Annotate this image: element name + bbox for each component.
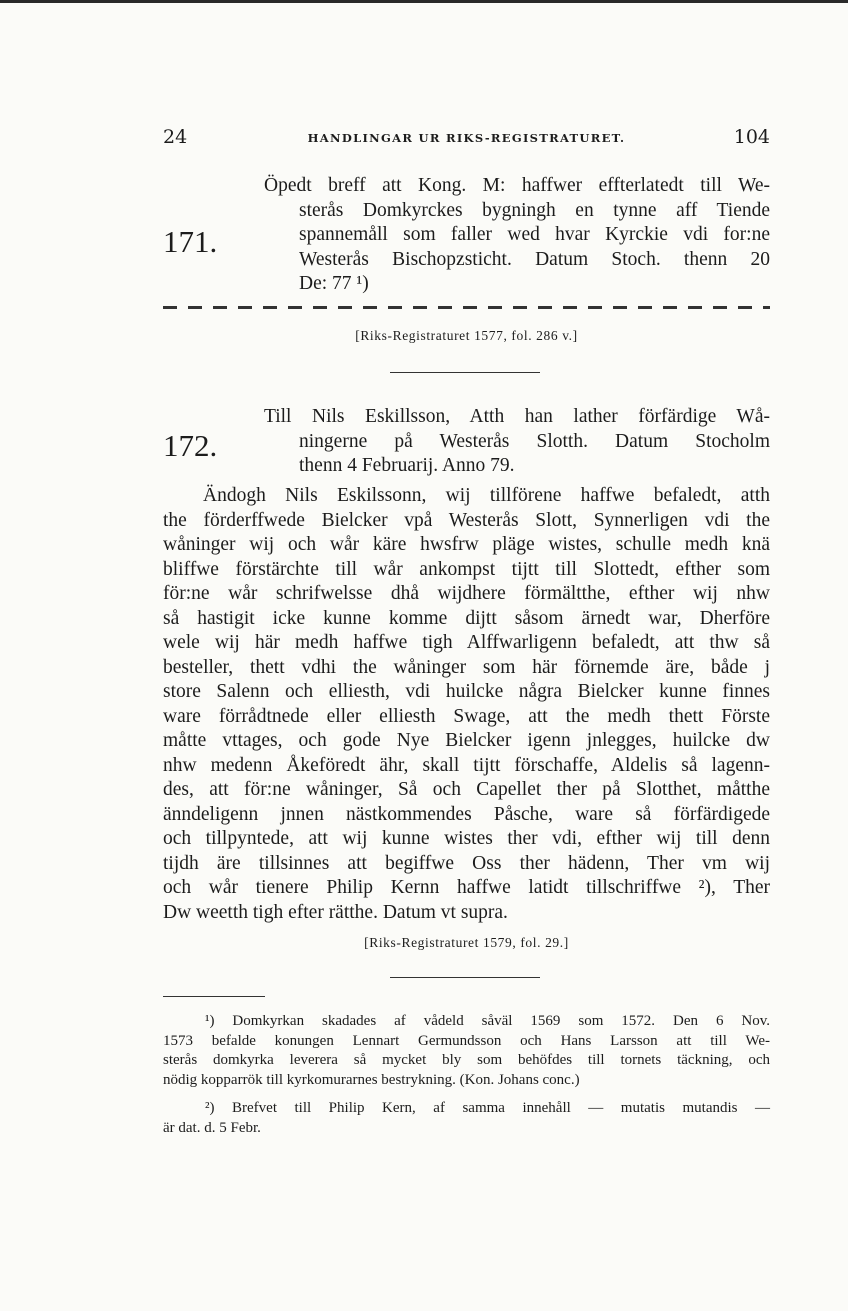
- heading-line: spannemåll som faller wed hvar Kyrckie vdi for:ne: [299, 224, 770, 245]
- body-line: ware förrådtnede eller elliesth Swage, att the medh thett Förste: [163, 705, 770, 727]
- body-line: store Salenn och elliesth, vdi huilcke några Bielcker kunne finnes: [163, 681, 770, 702]
- footnote-line: nödig kopparrök till kyrkomurarnes bestrykning. (Kon. Johans conc.): [163, 1071, 580, 1088]
- body-line: besteller, thett vdhi the wåninger som här förnemde äre, både j: [163, 656, 770, 678]
- body-line: för:ne wår schrifwelsse dhå wijdhere förmältthe, efther wij nhw: [163, 583, 770, 604]
- footnote-line: ²) Brefvet till Philip Kern, af samma innehåll — mutatis mutandis —: [205, 1100, 770, 1116]
- entry-171-heading: [264, 174, 770, 297]
- page-number-left: 24: [163, 126, 188, 148]
- heading-line: Öpedt breff att Kong. M: haffwer effterlatedt till We-: [264, 175, 770, 196]
- body-line: Ändogh Nils Eskilssonn, wij tillförene haffwe befaledt, atth: [203, 485, 770, 506]
- body-line: så hastigit icke kunne komme dijtt såsom ärnedt war, Dherföre: [163, 607, 770, 629]
- footnote-rule: [163, 996, 265, 997]
- heading-line: Westerås Bischopzsticht. Datum Stoch. thenn 20: [299, 248, 770, 270]
- body-line: måtte vttages, och gode Nye Bielcker igenn jnlegges, huilcke dw: [163, 730, 770, 751]
- section-rule: [390, 977, 540, 978]
- heading-line: sterås Domkyrckes bygningh en tynne aff Tiende: [299, 199, 770, 221]
- body-line: och tillpyntede, att wij kunne wistes ther vdi, efther wij till denn: [163, 828, 770, 849]
- footnote-2: [163, 1099, 770, 1138]
- entry-number-171: 171.: [163, 224, 218, 259]
- heading-line: thenn 4 Februarij. Anno 79.: [299, 455, 515, 476]
- heading-line: De: 77 ¹): [299, 273, 369, 294]
- body-line: änndeligenn jnnen nästkommendes Påsche, ware så förfärdigede: [163, 803, 770, 825]
- footnote-line: ¹) Domkyrkan skadades af vådeld såväl 1569 som 1572. Den 6 Nov.: [205, 1013, 770, 1029]
- body-line: och wår tienere Philip Kernn haffwe latidt tillschriffwe ²), Ther: [163, 877, 770, 898]
- running-title: HANDLINGAR UR RIKS-REGISTRATURET.: [307, 131, 626, 145]
- running-header: [163, 126, 770, 150]
- footnote-line: 1573 befalde konungen Lennart Germundsson och Hans Larsson att till We-: [163, 1032, 770, 1049]
- source-reference-172: [Riks-Registraturet 1579, fol. 29.]: [364, 935, 569, 950]
- heading-line: Till Nils Eskillsson, Atth han lather förfärdige Wå-: [264, 406, 770, 427]
- body-line: des, att för:ne wåninger, Så och Capellet ther på Slotthet, måtthe: [163, 779, 770, 800]
- body-line: Dw weetth tigh efter rätthe. Datum vt supra.: [163, 901, 508, 923]
- entry-number-172: 172.: [163, 428, 218, 463]
- entry-172-body: [163, 484, 770, 925]
- body-line: the förderffwede Bielcker vpå Westerås Slott, Synnerligen vdi the: [163, 509, 770, 531]
- footnote-1: [163, 1012, 770, 1090]
- footnote-line: sterås domkyrka leverera så mycket bly som behöfdes till tornets täckning, och: [163, 1052, 770, 1068]
- entry-172-heading: [264, 405, 770, 479]
- source-reference-171: [Riks-Registraturet 1577, fol. 286 v.]: [355, 328, 578, 343]
- section-rule: [390, 372, 540, 373]
- body-line: wele wij här medh haffwe tigh Alffwarligenn befaledt, att thw så: [163, 632, 770, 653]
- body-line: bliffwe förstärchte till wår ankompst tijtt till Slottedt, efther som: [163, 558, 770, 580]
- page-number-right: 104: [733, 126, 770, 148]
- body-line: wåninger wij och wår käre hwsfrw pläge wistes, schulle medh knä: [163, 534, 770, 555]
- dashed-separator: [163, 306, 770, 309]
- body-line: tijdh äre tillsinnes att begiffwe Oss ther hädenn, Ther vm wij: [163, 852, 770, 874]
- body-line: nhw medenn Åkeföredt ähr, skall tijtt förschaffe, Aldelis så lagenn-: [163, 754, 770, 776]
- heading-line: ningerne på Westerås Slotth. Datum Stocholm: [299, 430, 770, 452]
- footnote-line: är dat. d. 5 Febr.: [163, 1119, 261, 1136]
